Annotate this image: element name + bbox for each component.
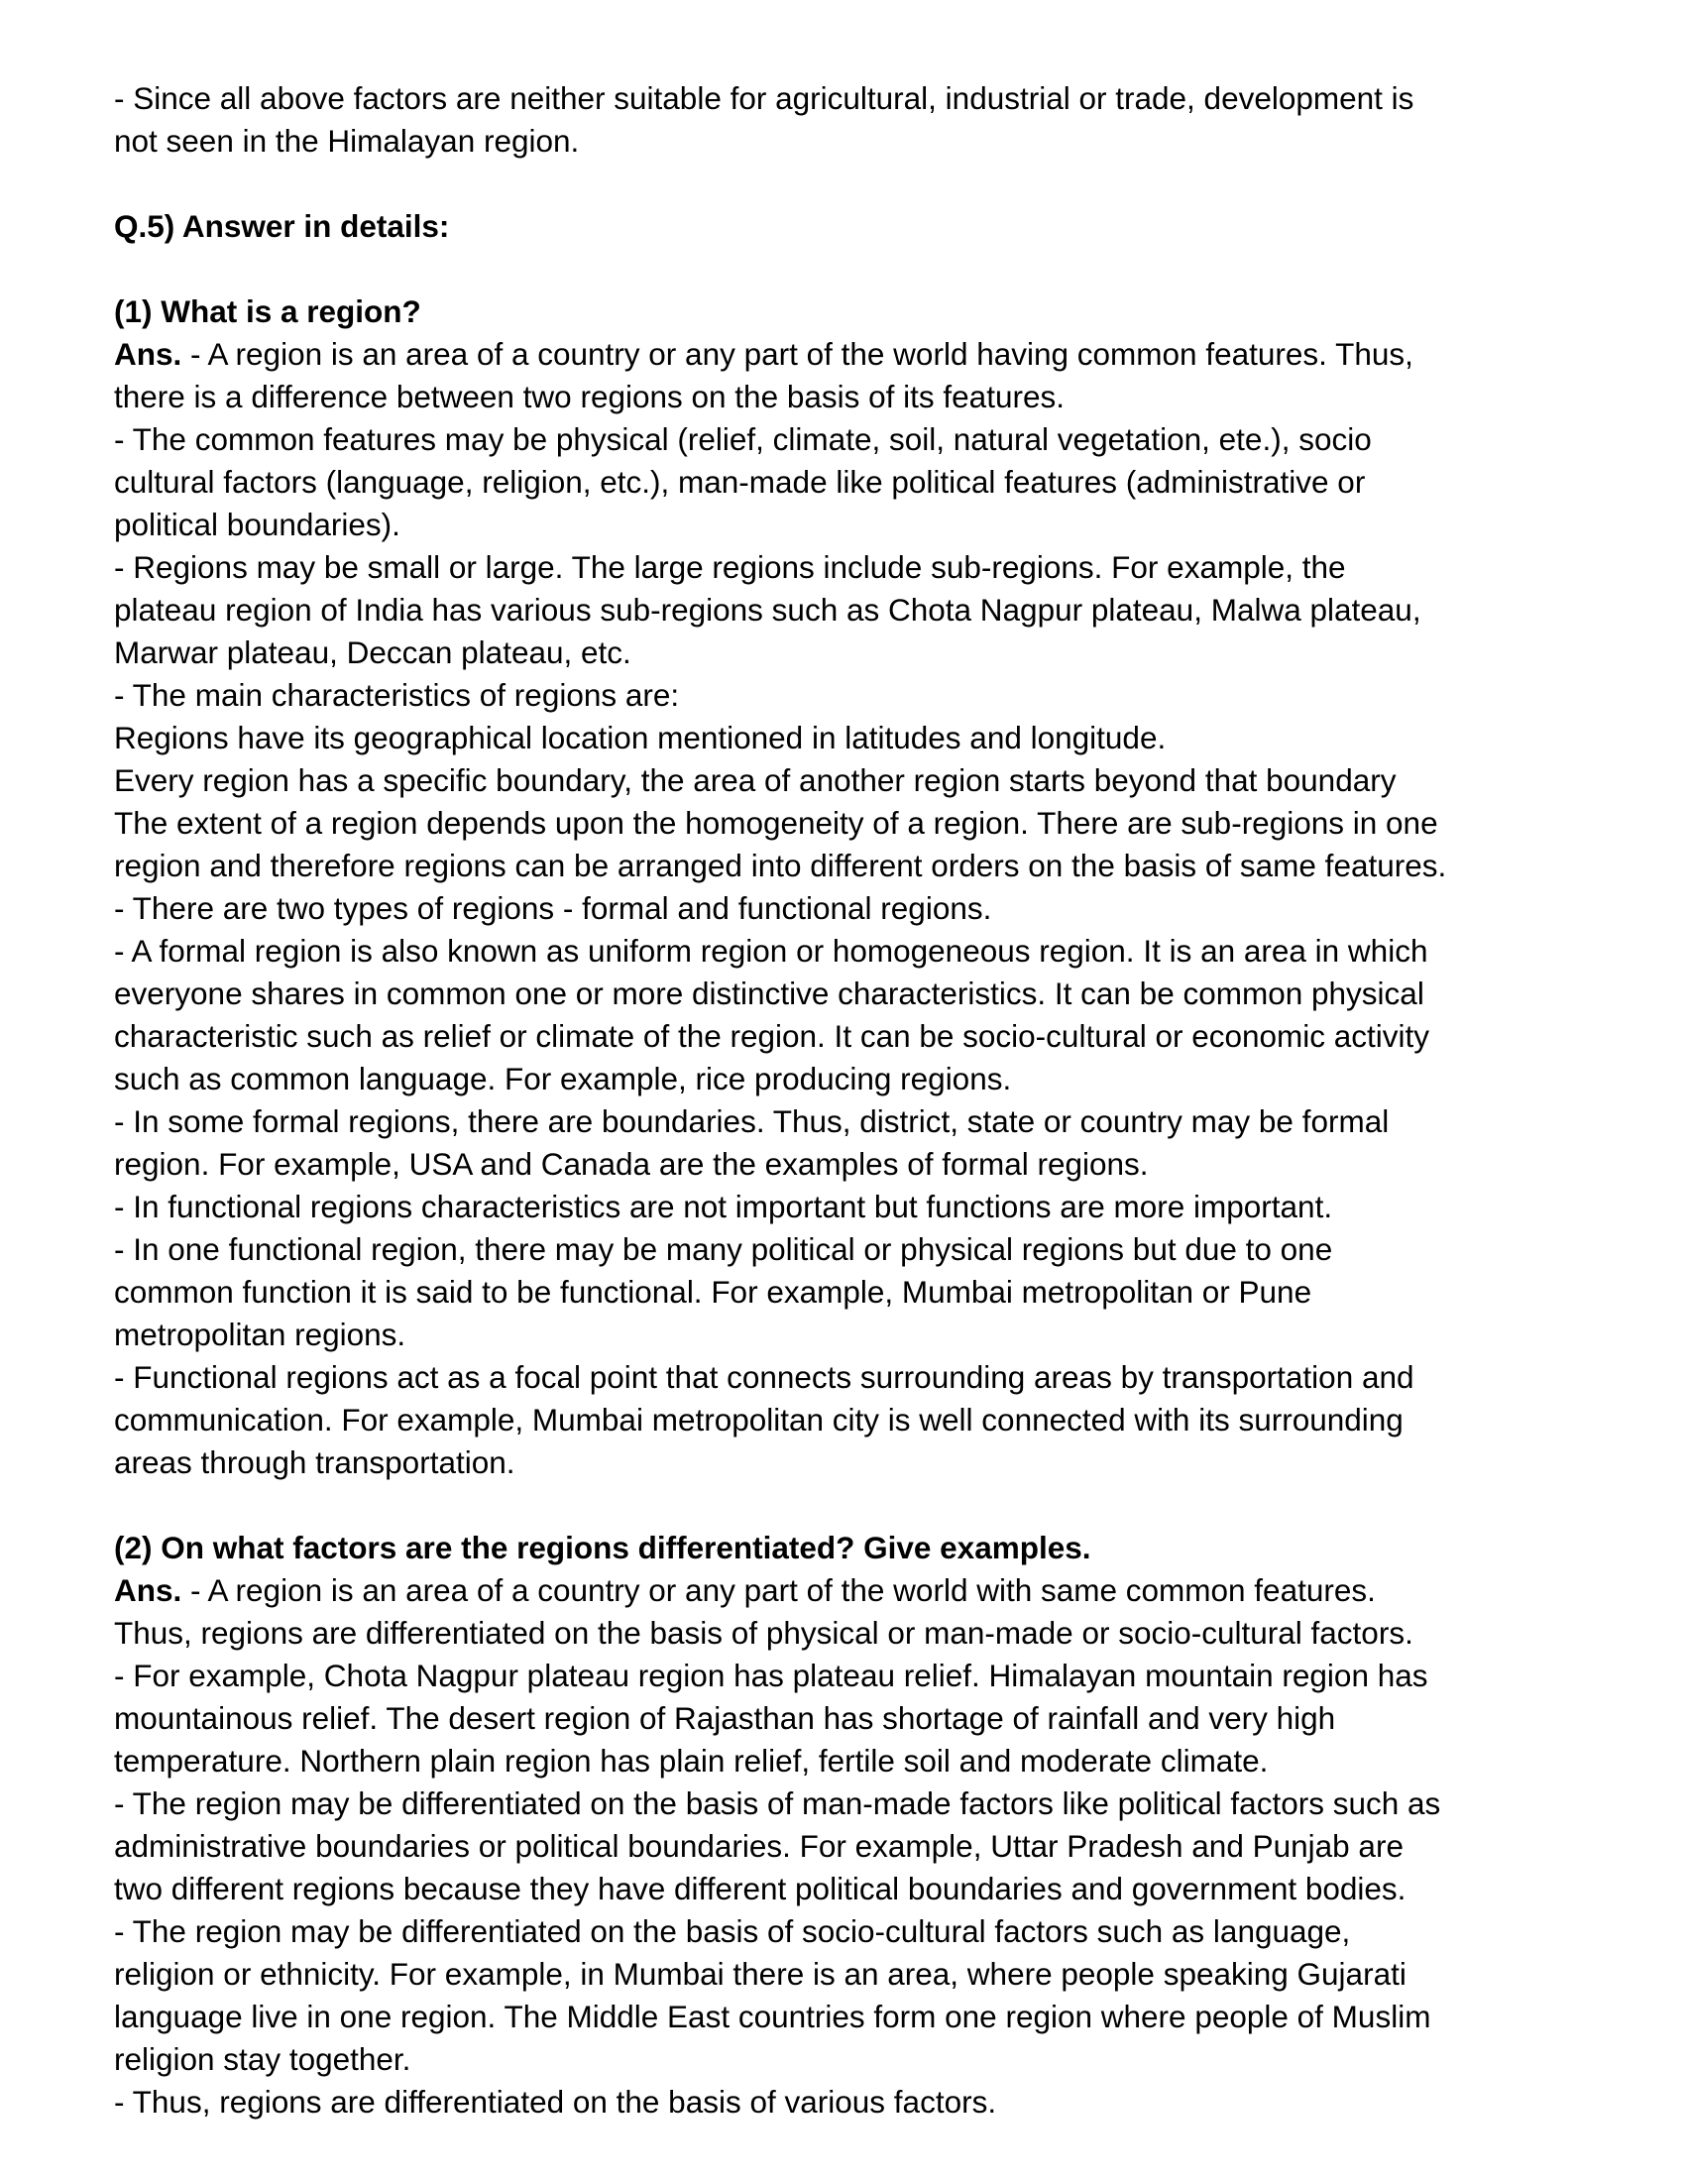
text-line: areas through transportation. (114, 1444, 515, 1480)
answer-first-line (114, 1569, 1581, 1612)
text-line: Thus, regions are differentiated on the basis of physical or man-made or socio-cultural factors. (114, 1615, 1413, 1651)
text-line: temperature. Northern plain region has plain relief, fertile soil and moderate climate. (114, 1743, 1269, 1779)
text-line: common function it is said to be functional. For example, Mumbai metropolitan or Pune (114, 1274, 1312, 1310)
text-line: - For example, Chota Nagpur plateau region has plateau relief. Himalayan mountain region has (114, 1658, 1428, 1693)
text-line: two different regions because they have different political boundaries and government bodies. (114, 1871, 1407, 1906)
text-line: - In functional regions characteristics are not important but functions are more important. (114, 1189, 1333, 1224)
text-line: - Functional regions act as a focal point that connects surrounding areas by transportation and (114, 1359, 1414, 1395)
answer-first-line (114, 333, 1581, 376)
question-2 (114, 1527, 1581, 2124)
intro-paragraph (114, 77, 1581, 163)
question-1 (114, 290, 1581, 1484)
paragraph-gap (114, 248, 1581, 290)
text-line: region and therefore regions can be arranged into different orders on the basis of same features. (114, 848, 1447, 883)
text-line: plateau region of India has various sub-regions such as Chota Nagpur plateau, Malwa plateau, (114, 592, 1421, 628)
text-line: religion stay together. (114, 2041, 411, 2077)
text-line: - There are two types of regions - formal and functional regions. (114, 890, 992, 926)
question-heading: (2) On what factors are the regions differentiated? Give examples. (114, 1530, 1091, 1565)
text-line: political boundaries). (114, 507, 400, 542)
text-line: metropolitan regions. (114, 1317, 406, 1352)
text-line: religion or ethnicity. For example, in Mumbai there is an area, where people speaking Gujarati (114, 1956, 1407, 1992)
paragraph-gap (114, 1484, 1581, 1527)
answer-body (114, 1612, 1581, 2124)
text-line: - Thus, regions are differentiated on the basis of various factors. (114, 2084, 997, 2120)
text-line: Regions have its geographical location mentioned in latitudes and longitude. (114, 720, 1167, 755)
text-line: characteristic such as relief or climate of the region. It can be socio-cultural or economic activity (114, 1018, 1430, 1054)
text-line: - In one functional region, there may be many political or physical regions but due to one (114, 1231, 1333, 1267)
text-line: - The common features may be physical (relief, climate, soil, natural vegetation, ete.), socio (114, 421, 1372, 457)
text-line: - The region may be differentiated on the basis of socio-cultural factors such as language, (114, 1913, 1351, 1949)
text-line: administrative boundaries or political boundaries. For example, Uttar Pradesh and Punjab are (114, 1828, 1404, 1864)
text-line: Marwar plateau, Deccan plateau, etc. (114, 634, 631, 670)
text-line: - The main characteristics of regions are: (114, 677, 680, 713)
answer-text: - A region is an area of a country or any part of the world having common features. Thus, (181, 336, 1413, 372)
text-line: - A formal region is also known as uniform region or homogeneous region. It is an area in which (114, 933, 1428, 969)
text-line: cultural factors (language, religion, etc.), man-made like political features (administrative or (114, 464, 1366, 500)
text-line: such as common language. For example, rice producing regions. (114, 1061, 1012, 1096)
text-line: - Regions may be small or large. The large regions include sub-regions. For example, the (114, 549, 1346, 585)
text-line: - In some formal regions, there are boundaries. Thus, district, state or country may be formal (114, 1103, 1390, 1139)
answer-body (114, 376, 1581, 1484)
text-line: mountainous relief. The desert region of Rajasthan has shortage of rainfall and very high (114, 1700, 1336, 1736)
answer-text: - A region is an area of a country or any part of the world with same common features. (181, 1572, 1376, 1608)
question-heading: (1) What is a region? (114, 293, 421, 329)
text-line: - Since all above factors are neither suitable for agricultural, industrial or trade, development is (114, 80, 1414, 116)
text-line: communication. For example, Mumbai metropolitan city is well connected with its surrounding (114, 1402, 1404, 1437)
text-line: - The region may be differentiated on the basis of man-made factors like political factors such as (114, 1785, 1441, 1821)
answer-label: Ans. (114, 1572, 182, 1608)
text-line: Every region has a specific boundary, the area of another region starts beyond that boundary (114, 762, 1397, 798)
text-line: there is a difference between two regions on the basis of its features. (114, 379, 1065, 414)
text-line: everyone shares in common one or more distinctive characteristics. It can be common physical (114, 976, 1424, 1011)
document-page (114, 77, 1581, 2124)
answer-label: Ans. (114, 336, 182, 372)
text-line: language live in one region. The Middle East countries form one region where people of Muslim (114, 1999, 1431, 2034)
text-line: region. For example, USA and Canada are the examples of formal regions. (114, 1146, 1149, 1182)
paragraph-gap (114, 163, 1581, 205)
section-heading: Q.5) Answer in details: (114, 208, 450, 244)
text-line: The extent of a region depends upon the homogeneity of a region. There are sub-regions in one (114, 805, 1438, 841)
text-line: not seen in the Himalayan region. (114, 123, 580, 159)
